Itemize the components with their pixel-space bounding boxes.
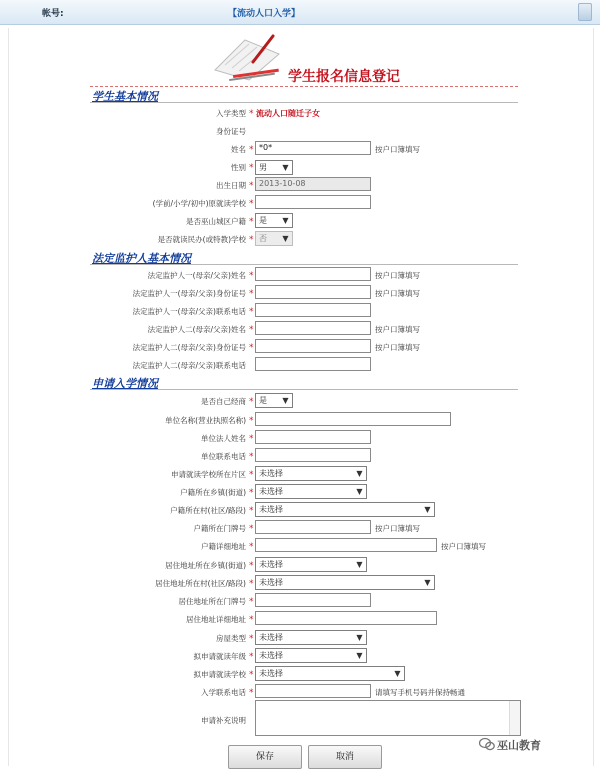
section-divider <box>90 102 518 103</box>
grade-select[interactable] <box>255 648 367 663</box>
registration-illustration-icon <box>205 32 285 82</box>
guardian1-id-label: 法定监护人一(母亲/父亲)身份证号 <box>132 289 246 298</box>
contact-phone-input[interactable] <box>255 684 371 698</box>
section-apply: 申请入学情况 <box>92 377 158 390</box>
required-marker: * <box>249 199 254 209</box>
required-marker: * <box>249 615 254 625</box>
required-marker: * <box>249 506 254 516</box>
guardian2-phone-input[interactable] <box>255 357 371 371</box>
birth-date-input: 2013-10-08 <box>255 177 371 191</box>
chevron-down-icon: ▼ <box>282 234 289 243</box>
gender-select-value: 男 <box>259 163 267 172</box>
housing-type-label: 房屋类型 <box>216 634 246 643</box>
required-marker: * <box>249 235 254 245</box>
required-marker: * <box>249 524 254 534</box>
title-divider <box>90 86 518 87</box>
required-marker: * <box>249 343 254 353</box>
wushan-hukou-value: 是 <box>259 216 267 225</box>
housing-type-value: 未选择 <box>259 633 283 642</box>
contact-phone-label: 入学联系电话 <box>201 688 246 697</box>
unit-name-input[interactable] <box>255 412 451 426</box>
target-school-label: 拟申请就读学校 <box>193 670 246 679</box>
legal-person-label: 单位法人姓名 <box>201 434 246 443</box>
required-marker: * <box>249 163 254 173</box>
school-district-value: 未选择 <box>259 469 283 478</box>
required-marker: * <box>249 597 254 607</box>
residence-town-label: 居住地址所在乡镇(街道) <box>165 561 246 570</box>
hukou-town-value: 未选择 <box>259 487 283 496</box>
gender-label: 性别 <box>231 163 246 172</box>
account-label: 帐号: <box>42 9 64 19</box>
required-marker: * <box>249 145 254 155</box>
guardian1-id-input[interactable] <box>255 285 371 299</box>
chevron-down-icon: ▼ <box>356 633 363 642</box>
residence-town-select[interactable] <box>255 557 367 572</box>
section-guardian: 法定监护人基本情况 <box>92 252 191 265</box>
chevron-down-icon: ▼ <box>356 487 363 496</box>
chevron-down-icon: ▼ <box>282 216 289 225</box>
hukou-house-input[interactable] <box>255 520 371 534</box>
grade-value: 未选择 <box>259 651 283 660</box>
guardian1-id-hint: 按户口簿填写 <box>375 289 420 298</box>
chevron-down-icon: ▼ <box>424 578 431 587</box>
target-school-select[interactable] <box>255 666 405 681</box>
guardian2-phone-label: 法定监护人二(母亲/父亲)联系电话 <box>132 361 246 370</box>
hukou-house-label: 户籍所在门牌号 <box>193 524 246 533</box>
required-marker: * <box>249 634 254 644</box>
private-school-select <box>255 231 293 246</box>
enroll-type-label: 入学类型 <box>216 109 246 118</box>
hukou-town-select[interactable] <box>255 484 367 499</box>
hukou-village-label: 户籍所在村(社区/路段) <box>170 506 246 515</box>
guardian1-name-input[interactable] <box>255 267 371 281</box>
chevron-down-icon: ▼ <box>394 669 401 678</box>
required-marker: * <box>249 542 254 552</box>
page-title: 学生报名信息登记 <box>288 69 400 85</box>
required-marker: * <box>249 325 254 335</box>
guardian2-name-label: 法定监护人二(母亲/父亲)姓名 <box>147 325 246 334</box>
scroll-handle[interactable] <box>578 3 592 21</box>
note-textarea[interactable] <box>255 700 521 736</box>
private-school-label: 是否就读民办(或特教)学校 <box>157 235 246 244</box>
unit-phone-label: 单位联系电话 <box>201 452 246 461</box>
guardian1-phone-input[interactable] <box>255 303 371 317</box>
required-marker: * <box>249 470 254 480</box>
housing-type-select[interactable] <box>255 630 367 645</box>
legal-person-input[interactable] <box>255 430 371 444</box>
residence-town-value: 未选择 <box>259 560 283 569</box>
chevron-down-icon: ▼ <box>424 505 431 514</box>
unit-name-label: 单位名称(营业执照名称) <box>165 416 246 425</box>
residence-house-input[interactable] <box>255 593 371 607</box>
guardian1-name-hint: 按户口簿填写 <box>375 271 420 280</box>
section-student-basic: 学生基本情况 <box>92 90 158 103</box>
hukou-village-value: 未选择 <box>259 505 283 514</box>
note-label: 申请补充说明 <box>201 716 246 725</box>
hukou-address-label: 户籍详细地址 <box>201 542 246 551</box>
required-marker: * <box>249 670 254 680</box>
hukou-house-hint: 按户口簿填写 <box>375 524 420 533</box>
student-name-input[interactable]: *0* <box>255 141 371 155</box>
required-marker: * <box>249 416 254 426</box>
required-marker: * <box>249 217 254 227</box>
grade-label: 拟申请就读年级 <box>193 652 246 661</box>
required-marker: * <box>249 307 254 317</box>
guardian1-phone-label: 法定监护人一(母亲/父亲)联系电话 <box>132 307 246 316</box>
watermark-text: 巫山教育 <box>497 739 541 752</box>
chevron-down-icon: ▼ <box>356 469 363 478</box>
save-button[interactable]: 保存 <box>228 745 302 769</box>
self-employed-select[interactable] <box>255 393 293 408</box>
self-employed-value: 是 <box>259 396 267 405</box>
id-number-label: 身份证号 <box>216 127 246 136</box>
residence-address-label: 居住地址详细地址 <box>186 615 246 624</box>
guardian2-id-label: 法定监护人二(母亲/父亲)身份证号 <box>132 343 246 352</box>
residence-address-input[interactable] <box>255 611 437 625</box>
cancel-button[interactable]: 取消 <box>308 745 382 769</box>
required-marker: * <box>249 109 254 119</box>
required-marker: * <box>249 652 254 662</box>
wushan-hukou-label: 是否巫山城区户籍 <box>186 217 246 226</box>
unit-phone-input[interactable] <box>255 448 371 462</box>
chevron-down-icon: ▼ <box>356 651 363 660</box>
required-marker: * <box>249 488 254 498</box>
required-marker: * <box>249 579 254 589</box>
residence-village-select[interactable] <box>255 575 435 590</box>
private-school-value: 否 <box>259 234 267 243</box>
required-marker: * <box>249 397 254 407</box>
top-bar <box>0 0 600 25</box>
enroll-type-value: 流动人口随迁子女 <box>256 109 320 118</box>
target-school-value: 未选择 <box>259 669 283 678</box>
required-marker: * <box>249 289 254 299</box>
required-marker: * <box>249 688 254 698</box>
student-name-label: 姓名 <box>231 145 246 154</box>
required-marker: * <box>249 181 254 191</box>
residence-house-label: 居住地址所在门牌号 <box>178 597 246 606</box>
required-marker: * <box>249 561 254 571</box>
hukou-town-label: 户籍所在乡镇(街道) <box>180 488 246 497</box>
self-employed-label: 是否自己经商 <box>201 397 246 406</box>
school-district-select[interactable] <box>255 466 367 481</box>
guardian2-id-input[interactable] <box>255 339 371 353</box>
chevron-down-icon: ▼ <box>282 396 289 405</box>
gender-select[interactable] <box>255 160 293 175</box>
required-marker: * <box>249 434 254 444</box>
residence-village-value: 未选择 <box>259 578 283 587</box>
wushan-hukou-select[interactable] <box>255 213 293 228</box>
original-school-label: (学前/小学/初中)原就读学校 <box>152 199 246 208</box>
hukou-address-hint: 按户口簿填写 <box>441 542 486 551</box>
guardian2-name-hint: 按户口簿填写 <box>375 325 420 334</box>
residence-village-label: 居住地址所在村(社区/路段) <box>155 579 246 588</box>
birth-date-label: 出生日期 <box>216 181 246 190</box>
contact-phone-hint: 请填写手机号码并保持畅通 <box>375 688 465 697</box>
required-marker: * <box>249 452 254 462</box>
school-district-label: 申请就读学校所在片区 <box>171 470 246 479</box>
tab-migrant-enrollment[interactable]: 【流动人口入学】 <box>228 9 301 19</box>
textarea-scrollbar[interactable] <box>509 701 520 735</box>
chevron-down-icon: ▼ <box>356 560 363 569</box>
guardian2-id-hint: 按户口簿填写 <box>375 343 420 352</box>
section-divider <box>90 389 518 390</box>
section-divider <box>90 264 518 265</box>
wechat-icon <box>479 737 495 751</box>
original-school-input[interactable] <box>255 195 371 209</box>
required-marker: * <box>249 271 254 281</box>
guardian2-name-input[interactable] <box>255 321 371 335</box>
hukou-village-select[interactable] <box>255 502 435 517</box>
guardian1-name-label: 法定监护人一(母亲/父亲)姓名 <box>147 271 246 280</box>
chevron-down-icon: ▼ <box>282 163 289 172</box>
name-hint: 按户口簿填写 <box>375 145 420 154</box>
hukou-address-input[interactable] <box>255 538 437 552</box>
